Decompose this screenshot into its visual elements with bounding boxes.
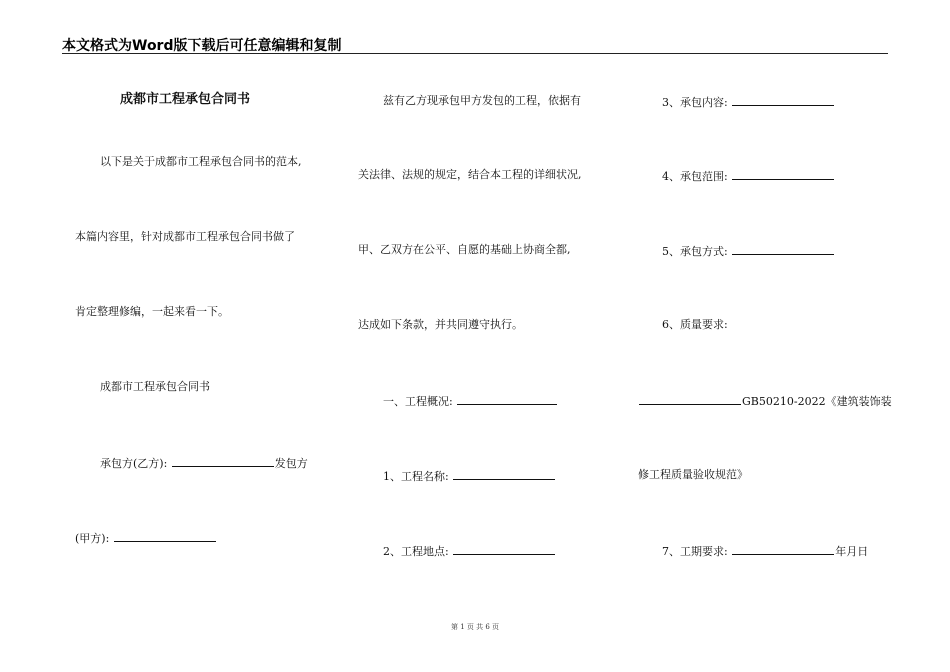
quality-standard-line (638, 393, 892, 409)
project-name-blank (453, 468, 555, 480)
intro-line-2: 本篇内容里，针对成都市工程承包合同书做了 (75, 230, 295, 243)
page-number: 第 1 页 共 6 页 (450, 623, 500, 631)
quality-requirement-label: 6、质量要求: (662, 318, 728, 331)
project-name-line (383, 468, 556, 484)
preamble-line-1: 兹有乙方现承包甲方发包的工程，依据有 (383, 94, 581, 107)
scope-content-line (662, 94, 835, 110)
project-location-blank (453, 543, 555, 555)
contractor-label: 承包方(乙方): (100, 457, 168, 470)
section-project-overview (383, 393, 558, 409)
header-divider (62, 53, 888, 54)
contractor-blank (172, 455, 274, 467)
project-location-line (383, 543, 556, 559)
contract-method-blank (732, 243, 834, 255)
preamble-line-4: 达成如下条款，并共同遵守执行。 (358, 318, 523, 331)
employer-paren-label: (甲方): (75, 532, 110, 545)
quality-standard-continued: 修工程质量验收规范》 (638, 468, 748, 481)
project-location-label: 2、工程地点: (383, 545, 449, 558)
preamble-line-2: 关法律、法规的规定，结合本工程的详细状况, (358, 168, 582, 181)
employer-label: 发包方 (274, 457, 308, 470)
section-1-label: 一、工程概况: (383, 395, 453, 408)
intro-line-1: 以下是关于成都市工程承包合同书的范本, (100, 155, 302, 168)
schedule-date-unit: 年月日 (835, 545, 869, 558)
contractor-line (100, 455, 308, 471)
schedule-requirement-line (662, 543, 868, 559)
intro-line-3: 肯定整理修编，一起来看一下。 (75, 305, 229, 318)
document-title: 成都市工程承包合同书 (120, 92, 251, 107)
contract-method-line (662, 243, 835, 259)
document-banner: 本文格式为Word版下载后可任意编辑和复制 (62, 38, 342, 54)
employer-line (75, 530, 217, 546)
contract-subtitle: 成都市工程承包合同书 (100, 380, 210, 393)
preamble-line-3: 甲、乙双方在公平、自愿的基础上协商全都, (358, 243, 571, 256)
schedule-requirement-blank (732, 543, 834, 555)
project-overview-blank (457, 393, 557, 405)
scope-content-label: 3、承包内容: (662, 96, 728, 109)
quality-standard-code: GB50210-2022《建筑装饰装 (742, 395, 892, 408)
scope-range-label: 4、承包范围: (662, 170, 728, 183)
quality-standard-blank (639, 393, 741, 405)
employer-blank (114, 530, 216, 542)
scope-content-blank (732, 94, 834, 106)
project-name-label: 1、工程名称: (383, 470, 449, 483)
contract-method-label: 5、承包方式: (662, 245, 728, 258)
schedule-requirement-label: 7、工期要求: (662, 545, 728, 558)
scope-range-line (662, 168, 835, 184)
scope-range-blank (732, 168, 834, 180)
